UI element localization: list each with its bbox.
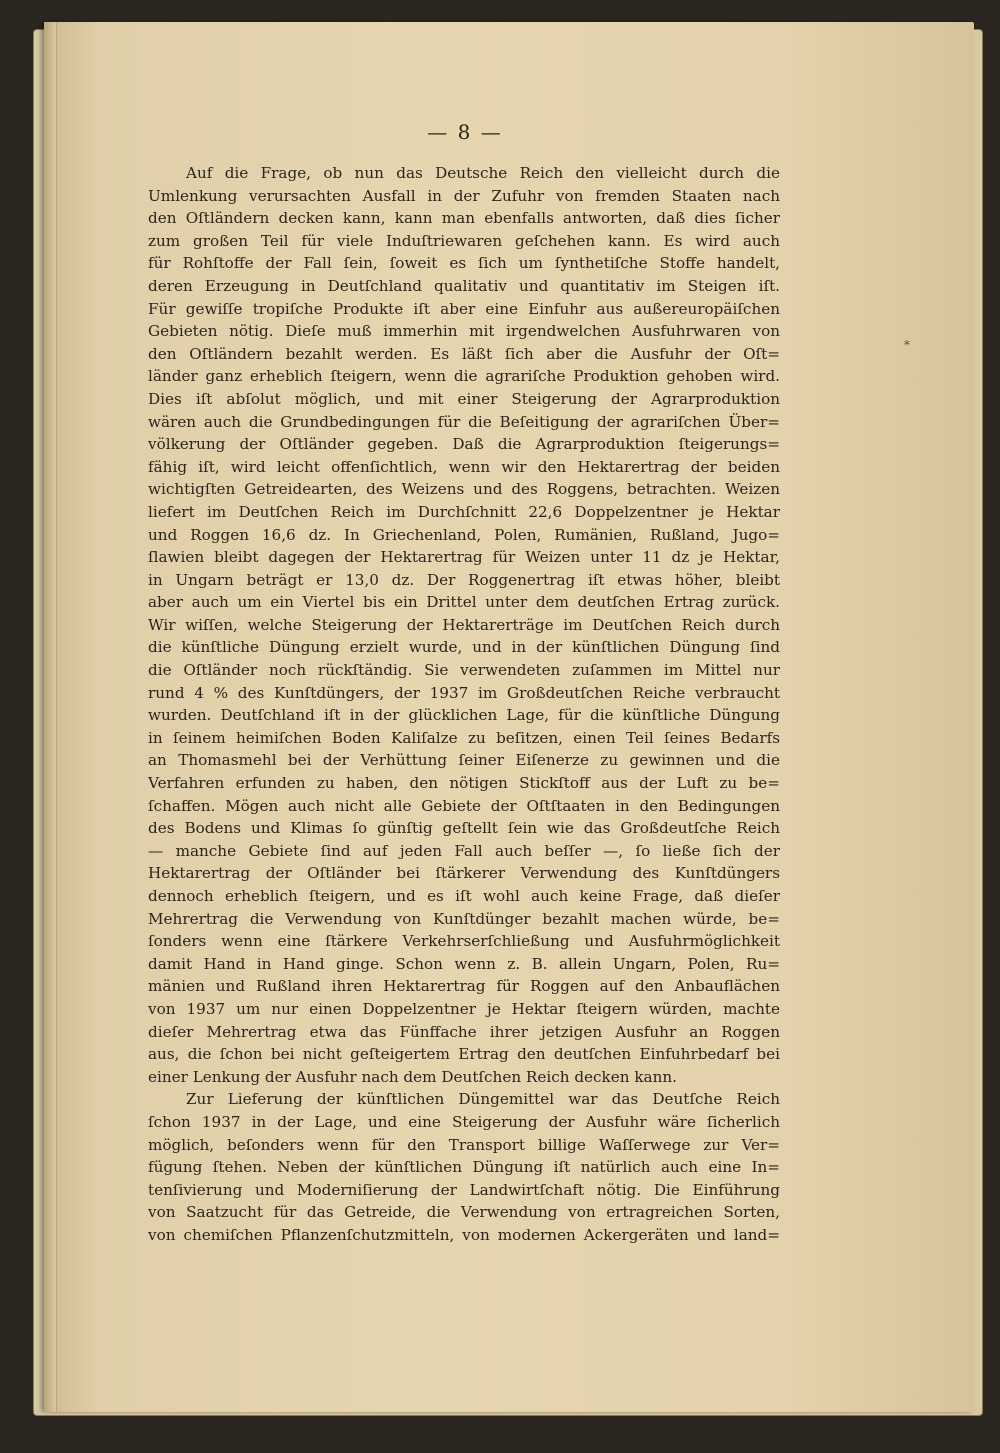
text-line: aus, die ſchon bei nicht geſteigertem Ertrag den deutſchen Einfuhrbedarf bei <box>148 1045 780 1064</box>
text-line: einer Lenkung der Ausfuhr nach dem Deutſchen Reich decken kann. <box>148 1067 677 1086</box>
text-line: ſchon 1937 in der Lage, und eine Steigerung der Ausfuhr wäre ſicherlich <box>148 1112 780 1131</box>
text-line: wichtigſten Getreidearten, des Weizens und des Roggens, betrachten. Weizen <box>148 480 780 499</box>
margin-mark: * <box>904 338 910 352</box>
text-line: Dies iſt abſolut möglich, und mit einer Steigerung der Agrarproduktion <box>148 389 780 408</box>
page-number: — 8 — <box>427 120 503 144</box>
page-edge <box>44 22 57 1412</box>
text-line: damit Hand in Hand ginge. Schon wenn z. B. allein Ungarn, Polen, Ru= <box>148 954 780 973</box>
text-line: in ſeinem heimiſchen Boden Kaliſalze zu beſitzen, einen Teil ſeines Bedarfs <box>148 728 780 747</box>
text-line: fügung ſtehen. Neben der künſtlichen Düngung iſt natürlich auch eine In= <box>148 1158 780 1177</box>
text-line: Zur Lieferung der künſtlichen Düngemittel war das Deutſche Reich <box>186 1090 780 1109</box>
text-line: die künſtliche Düngung erzielt wurde, und in der künſtlichen Düngung ſind <box>148 638 780 657</box>
text-line: mänien und Rußland ihren Hektarertrag für Roggen auf den Anbauflächen <box>148 977 780 996</box>
text-line: die Oſtländer noch rückſtändig. Sie verwendeten zuſammen im Mittel nur <box>148 661 780 680</box>
text-line: Wir wiſſen, welche Steigerung der Hektarerträge im Deutſchen Reich durch <box>148 615 780 634</box>
text-line: Umlenkung verursachten Ausfall in der Zufuhr von fremden Staaten nach <box>148 186 780 205</box>
text-line: von chemiſchen Pflanzenſchutzmitteln, von modernen Ackergeräten und land= <box>148 1225 780 1244</box>
text-line: den Oſtländern decken kann, kann man ebenfalls antworten, daß dies ſicher <box>148 209 780 228</box>
text-line: in Ungarn beträgt er 13,0 dz. Der Roggenertrag iſt etwas höher, bleibt <box>148 570 780 589</box>
text-line: liefert im Deutſchen Reich im Durchſchnitt 22,6 Doppelzentner je Hektar <box>148 502 780 521</box>
text-line: Hektarertrag der Oſtländer bei ſtärkerer Verwendung des Kunſtdüngers <box>148 864 780 883</box>
text-line: dennoch erheblich ſteigern, und es iſt wohl auch keine Frage, daß dieſer <box>148 887 780 905</box>
text-line: dieſer Mehrertrag etwa das Fünffache ihrer jetzigen Ausfuhr an Roggen <box>148 1022 780 1041</box>
text-line: ſlawien bleibt dagegen der Hektarertrag für Weizen unter 11 dz je Hektar, <box>148 548 780 567</box>
text-line: für Rohſtoffe der Fall ſein, ſoweit es ſich um ſynthetiſche Stoffe handelt, <box>148 254 780 273</box>
text-line: von Saatzucht für das Getreide, die Verwendung von ertragreichen Sorten, <box>148 1203 780 1222</box>
text-line: rund 4 % des Kunſtdüngers, der 1937 im Großdeutſchen Reiche verbraucht <box>148 683 780 702</box>
text-line: tenſivierung und Moderniſierung der Landwirtſchaft nötig. Die Einführung <box>148 1180 780 1199</box>
text-line: des Bodens und Klimas ſo günſtig geſtellt ſein wie das Großdeutſche Reich <box>148 819 780 838</box>
body-text <box>148 162 780 1247</box>
text-line: länder ganz erheblich ſteigern, wenn die agrariſche Produktion gehoben wird. <box>148 367 780 386</box>
text-line: den Oſtländern bezahlt werden. Es läßt ſich aber die Ausfuhr der Oſt= <box>148 344 780 363</box>
text-line: Mehrertrag die Verwendung von Kunſtdünger bezahlt machen würde, be= <box>148 909 780 928</box>
text-line: Auf die Frage, ob nun das Deutsche Reich den vielleicht durch die <box>186 164 780 182</box>
text-line: ſchaffen. Mögen auch nicht alle Gebiete der Oſtſtaaten in den Bedingungen <box>148 796 780 815</box>
text-line: und Roggen 16,6 dz. In Griechenland, Polen, Rumänien, Rußland, Jugo= <box>148 525 780 544</box>
text-line: von 1937 um nur einen Doppelzentner je Hektar ſteigern würden, machte <box>148 999 780 1018</box>
text-line: möglich, beſonders wenn für den Transport billige Waſſerwege zur Ver= <box>148 1135 780 1154</box>
text-line: deren Erzeugung in Deutſchland qualitativ und quantitativ im Steigen iſt. <box>148 276 780 295</box>
text-line: Gebieten nötig. Dieſe muß immerhin mit irgendwelchen Ausfuhrwaren von <box>148 322 780 341</box>
text-line: Verfahren erfunden zu haben, den nötigen Stickſtoff aus der Luft zu be= <box>148 774 780 793</box>
text-line: völkerung der Oſtländer gegeben. Daß die Agrarproduktion ſteigerungs= <box>148 435 780 454</box>
text-line: — manche Gebiete ſind auf jeden Fall auch beſſer —, ſo ließe ſich der <box>148 841 780 860</box>
text-line: Für gewiſſe tropiſche Produkte iſt aber eine Einfuhr aus außereuropäiſchen <box>148 299 780 318</box>
text-line: an Thomasmehl bei der Verhüttung ſeiner Eiſenerze zu gewinnen und die <box>148 751 780 770</box>
text-line: fähig iſt, wird leicht offenſichtlich, wenn wir den Hektarertrag der beiden <box>148 457 780 476</box>
text-line: wurden. Deutſchland iſt in der glücklichen Lage, für die künſtliche Düngung <box>148 706 780 725</box>
text-line: zum großen Teil für viele Induſtriewaren geſchehen kann. Es wird auch <box>148 231 780 250</box>
text-line: wären auch die Grundbedingungen für die Beſeitigung der agrariſchen Über= <box>148 412 780 431</box>
text-line: ſonders wenn eine ſtärkere Verkehrserſchließung und Ausfuhrmöglichkeit <box>148 932 780 951</box>
text-line: aber auch um ein Viertel bis ein Drittel unter dem deutſchen Ertrag zurück. <box>148 593 780 612</box>
